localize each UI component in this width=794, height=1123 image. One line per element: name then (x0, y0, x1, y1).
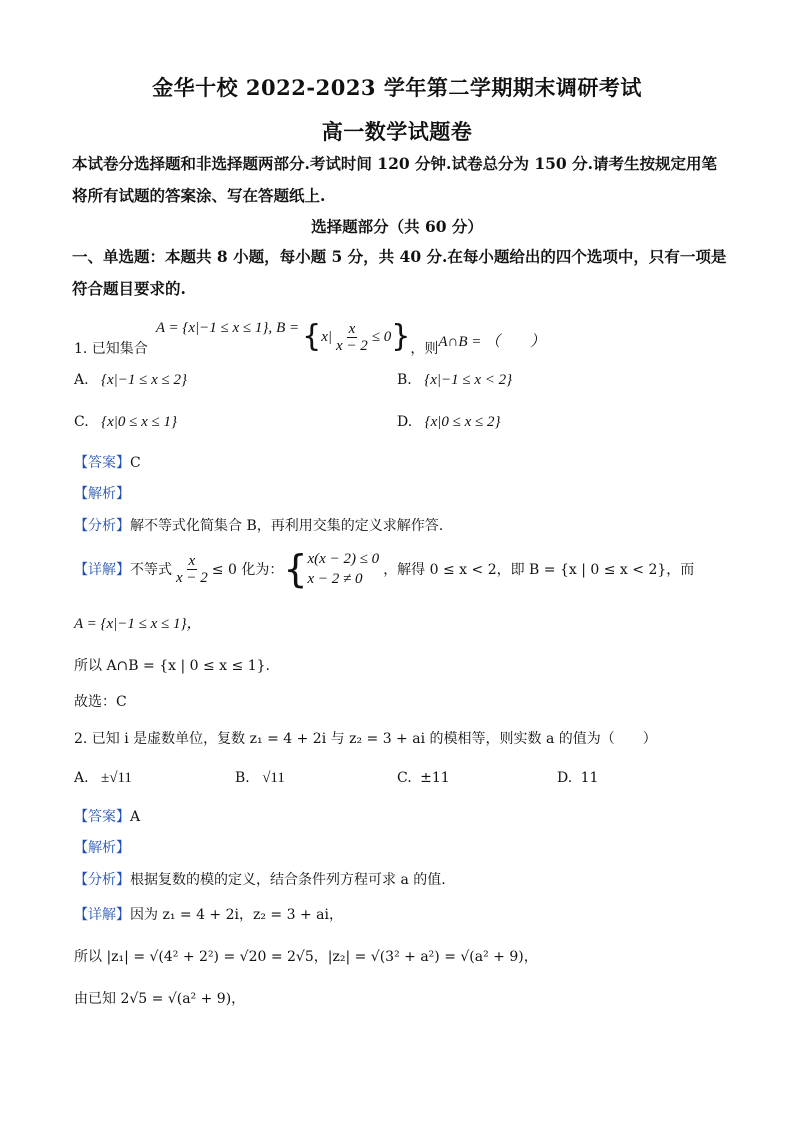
section-heading: 选择题部分（共 60 分） (311, 217, 483, 236)
q2-option-b-value: √11 (262, 770, 285, 786)
q1-set-b-num: x (348, 320, 356, 337)
q2-option-c (397, 770, 450, 786)
q1-set-b-fraction (334, 321, 370, 354)
q1-detail-den: x − 2 (176, 569, 208, 586)
q1-option-b (397, 372, 512, 389)
q1-detail-pre: 不等式 (130, 562, 172, 578)
q1-option-c-label: C. (74, 414, 89, 430)
q2-option-d (557, 770, 598, 786)
q1-detail-num: x (188, 552, 196, 569)
page-subtitle: 高一数学试题卷 (321, 119, 473, 144)
q1-option-c-value: {x|0 ≤ x ≤ 1} (101, 414, 178, 430)
q1-option-d (397, 414, 501, 431)
q1-line-choose: 故选：C (74, 694, 127, 710)
q2-option-a-value: ±√11 (101, 770, 132, 786)
q2-detail-text: 因为 z₁ = 4 + 2i，z₂ = 3 + ai， (130, 907, 343, 923)
q2-option-c-value: ±11 (420, 770, 450, 786)
q1-detail-post: ，解得 0 ≤ x < 2，即 B = {x | 0 ≤ x < 2}，而 (383, 562, 695, 578)
q1-stem-suffix: ，则 (410, 341, 439, 357)
q1-option-d-label: D. (397, 414, 413, 430)
q2-option-d-value: 11 (580, 770, 599, 786)
intro-line-1: 本试卷分选择题和非选择题两部分.考试时间 120 分钟.试卷总分为 150 分.请考生按规定用笔 (72, 154, 717, 173)
part-instruction-1: 一、单选题：本题共 8 小题，每小题 5 分，共 40 分.在每小题给出的四个选项中，只有一项是 (72, 247, 727, 266)
q1-answer-value: C (130, 455, 141, 471)
q2-detail-tag: 【详解】 (74, 907, 130, 923)
q1-system (308, 549, 380, 589)
intro-line-2: 将所有试题的答案涂、写在答题纸上. (72, 186, 326, 205)
q1-set-a: A = {x|−1 ≤ x ≤ 1} (155, 319, 269, 336)
q1-set-b-den: x − 2 (336, 337, 368, 354)
part-instruction-2: 符合题目要求的. (72, 279, 186, 298)
q1-stem-prefix: 1. 已知集合 (74, 341, 148, 357)
q1-system-line-1: x(x − 2) ≤ 0 (307, 551, 380, 567)
q2-answer (74, 806, 140, 826)
q2-analysis-tag: 【解析】 (74, 840, 130, 856)
q2-option-d-label: D. (557, 770, 573, 786)
q1-system-brace: { (283, 547, 308, 591)
q1-detail-tag: 【详解】 (74, 562, 130, 578)
q2-option-a-label: A. (74, 770, 89, 786)
q2-option-c-label: C. (397, 770, 412, 786)
q1-option-a-label: A. (74, 372, 89, 388)
q1-option-c (74, 414, 177, 431)
q1-fenxi-tag: 【分析】 (74, 518, 130, 534)
q1-line-a: A = {x|−1 ≤ x ≤ 1}， (74, 616, 202, 632)
q1-set-b-rhs: ≤ 0 (371, 328, 392, 345)
q2-option-a (74, 770, 132, 787)
q1-set-b-right-brace: } (391, 319, 411, 354)
q1-detail-le: ≤ 0 化为： (211, 562, 284, 578)
q2-stem: 2. 已知 i 是虚数单位，复数 z₁ = 4 + 2i 与 z₂ = 3 + ai 的模相等，则实数 a 的值为（ ） (74, 731, 657, 747)
q2-option-b-label: B. (235, 770, 250, 786)
q1-option-b-value: {x|−1 ≤ x < 2} (424, 372, 513, 388)
q1-system-line-2: x − 2 ≠ 0 (307, 571, 363, 587)
q1-answer-tag: 【答案】 (74, 455, 130, 471)
q2-line-so: 所以 |z₁| = √(4² + 2²) = √20 = 2√5，|z₂| = √(3² + a²) = √(a² + 9)， (74, 949, 538, 965)
q1-option-b-label: B. (397, 372, 412, 388)
q1-detail-fraction (174, 553, 210, 586)
q1-option-d-value: {x|0 ≤ x ≤ 2} (424, 414, 501, 430)
q1-answer (74, 452, 141, 472)
q2-answer-tag: 【答案】 (74, 809, 130, 825)
q2-line-known: 由已知 2√5 = √(a² + 9)， (74, 991, 246, 1007)
q2-answer-value: A (130, 809, 141, 825)
q1-fenxi (74, 515, 443, 535)
q1-option-a-value: {x|−1 ≤ x ≤ 2} (101, 372, 188, 388)
q1-option-a (74, 372, 187, 389)
q1-ask: A∩B = （ ） (438, 333, 546, 350)
q1-set-b-lhs: B = (276, 319, 300, 336)
q2-fenxi-text: 根据复数的模的定义，结合条件列方程可求 a 的值. (130, 872, 446, 888)
q1-set-b-var: x| (321, 328, 333, 345)
q2-fenxi-tag: 【分析】 (74, 872, 130, 888)
q1-line-so: 所以 A∩B = {x | 0 ≤ x ≤ 1}. (74, 658, 270, 674)
q1-analysis-tag: 【解析】 (74, 486, 130, 502)
q2-fenxi (74, 869, 446, 889)
q1-set-b-left-brace: { (302, 319, 322, 354)
q1-fenxi-text: 解不等式化简集合 B，再利用交集的定义求解作答. (130, 518, 444, 534)
q1-stem: 1. 已知集合 A = {x|−1 ≤ x ≤ 1} , B = { x| $\frac{x}{x - 2}$ ≤ 0 } ，则 A∩B = （ ） (74, 319, 546, 357)
q1-detail (74, 546, 694, 592)
page-title: 金华十校 2022-2023 学年第二学期期末调研考试 (152, 75, 642, 100)
q2-detail (74, 904, 343, 924)
q2-option-b (235, 770, 285, 787)
